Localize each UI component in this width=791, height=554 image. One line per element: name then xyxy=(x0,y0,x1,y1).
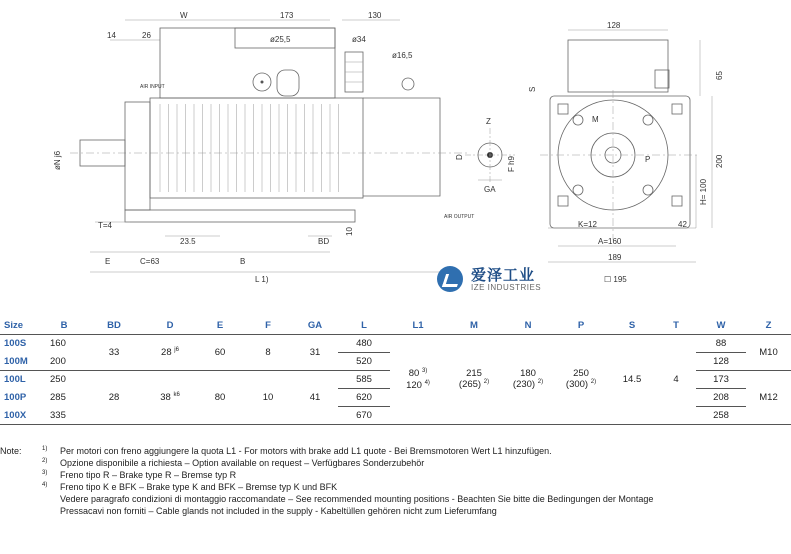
f-cell: 10 xyxy=(244,371,292,425)
dim-e: E xyxy=(105,257,111,266)
ize-logo-icon xyxy=(437,266,463,292)
dim-phi16-5: ø16,5 xyxy=(392,51,413,60)
b-cell: 200 xyxy=(50,355,66,367)
header-bd: BD xyxy=(107,319,121,331)
size-cell: 100M xyxy=(4,355,28,367)
header-z: Z xyxy=(765,319,772,331)
l-cell: 585 xyxy=(338,371,390,389)
dim-b: B xyxy=(240,257,246,266)
logo-english-text: IZE INDUSTRIES xyxy=(471,283,542,292)
m-cell: 215 (265) $^{2)}$ xyxy=(446,335,502,425)
note-mark: 3) xyxy=(42,470,48,476)
note-text: Vedere paragrafo condizioni di montaggio raccomandate – See recommended mounting positions - Beachten Sie bitte die Bedingungen der Montage xyxy=(60,494,654,504)
b-cell: 285 xyxy=(50,392,66,403)
t-cell: 4 xyxy=(656,335,696,425)
table-row xyxy=(0,335,791,353)
dim-z: Z xyxy=(486,117,491,126)
size-cell: 100L xyxy=(0,371,44,389)
size-cell: 100X xyxy=(4,409,27,421)
dim-k12: K=12 xyxy=(578,220,597,229)
dim-phi25-5: ø25,5 xyxy=(270,35,291,44)
e-cell: 80 xyxy=(196,371,244,425)
dim-130: 130 xyxy=(368,11,382,20)
air-output-label: AIR OUTPUT xyxy=(444,214,475,220)
dim-c63: C=63 xyxy=(140,257,160,266)
w-cell: 173 xyxy=(696,371,746,389)
l-cell: 670 xyxy=(338,407,390,425)
dim-m: M xyxy=(592,115,599,124)
dim-a160: A=160 xyxy=(598,237,622,246)
z-cell: M12 xyxy=(746,371,791,425)
dim-w: W xyxy=(180,11,188,20)
header-m: M xyxy=(470,319,478,331)
ga-cell: 31 xyxy=(292,335,338,371)
ize-logo xyxy=(437,264,587,304)
shaft-section-view xyxy=(465,128,515,182)
header-p: P xyxy=(577,319,585,331)
l1-cell: 80 $^{3)}$ 120 $^{4)}$ xyxy=(390,335,446,425)
dim-bd: BD xyxy=(318,237,330,246)
l-cell: 480 xyxy=(338,335,390,353)
dim-sq195: ☐ 195 xyxy=(604,275,627,284)
note-text: Pressacavi non forniti – Cable glands not included in the supply - Kabeltüllen gehören nicht zum Lieferumfang xyxy=(60,506,497,516)
header-size: Size xyxy=(4,319,24,331)
p-cell: 250 (300) $^{2)}$ xyxy=(554,335,608,425)
d-cell: 28 $^{j6}$ xyxy=(144,335,196,371)
s-cell: 14.5 xyxy=(608,335,656,425)
header-f: F xyxy=(265,319,271,331)
note-text: Freno tipo K e BFK – Brake type K and BFK – Bremse typ K und BFK xyxy=(60,482,338,492)
header-n: N xyxy=(524,319,532,331)
header-e: E xyxy=(216,319,224,331)
dim-l1: L 1) xyxy=(255,275,269,284)
header-t: T xyxy=(673,319,679,331)
note-mark: 4) xyxy=(42,482,48,488)
l-cell: 620 xyxy=(338,389,390,407)
notes-title: Note: xyxy=(0,446,22,456)
dimension-table xyxy=(0,316,791,425)
w-cell: 88 xyxy=(696,335,746,353)
f-cell: 8 xyxy=(244,335,292,371)
dim-t4: T=4 xyxy=(98,221,113,230)
dim-14: 14 xyxy=(107,31,116,40)
note-mark: 1) xyxy=(42,446,48,452)
w-cell: 208 xyxy=(696,389,746,407)
note-text: Freno tipo R – Brake type R – Bremse typ R xyxy=(60,470,237,480)
z-cell: M10 xyxy=(746,335,791,371)
dim-42: 42 xyxy=(678,220,687,229)
dim-23-5: 23.5 xyxy=(180,237,196,246)
dim-ga: GA xyxy=(484,185,496,194)
header-d: D xyxy=(166,319,174,331)
header-ga: GA xyxy=(307,319,323,331)
dim-p: P xyxy=(645,155,651,164)
dim-26: 26 xyxy=(142,31,151,40)
b-cell: 160 xyxy=(44,335,84,353)
l-cell: 520 xyxy=(338,353,390,371)
note-text: Opzione disponibile a richiesta – Option available on request – Verfügbares Sonderzubehör xyxy=(60,458,425,468)
dim-phi34: ø34 xyxy=(352,35,366,44)
dim-200: 200 xyxy=(715,154,724,168)
dim-h100: H= 100 xyxy=(699,178,708,205)
w-cell: 258 xyxy=(696,407,746,425)
dim-s: S xyxy=(528,86,537,92)
dim-d: D xyxy=(455,154,464,160)
dim-128: 128 xyxy=(607,21,621,30)
air-input-label: AIR INPUT xyxy=(140,84,165,90)
size-cell: 100S xyxy=(0,335,44,353)
header-b: B xyxy=(60,319,68,331)
logo-chinese-text: 爱泽工业 xyxy=(471,267,536,284)
header-l1: L1 xyxy=(412,319,424,331)
e-cell: 60 xyxy=(196,335,244,371)
dim-65: 65 xyxy=(715,71,724,80)
dim-phi-n: øN j6 xyxy=(53,150,62,170)
w-cell: 128 xyxy=(696,353,746,371)
size-cell: 100P xyxy=(4,392,27,403)
header-l: L xyxy=(361,319,367,331)
n-cell: 180 (230) $^{2)}$ xyxy=(502,335,554,425)
bd-cell: 28 xyxy=(84,371,144,425)
header-w: W xyxy=(716,319,726,331)
table-header-row xyxy=(0,316,791,335)
bd-cell: 33 xyxy=(84,335,144,371)
header-s: S xyxy=(628,319,636,331)
dim-10: 10 xyxy=(345,227,354,236)
note-text: Per motori con freno aggiungere la quota L1 - For motors with brake add L1 quote - Bei Bremsmotoren Wert L1 hinzufügen. xyxy=(60,446,552,456)
d-cell: 38 $^{k6}$ xyxy=(144,371,196,425)
b-cell: 335 xyxy=(50,409,66,421)
dim-189: 189 xyxy=(608,253,622,262)
ga-cell: 41 xyxy=(292,371,338,425)
dim-f-h9: F h9 xyxy=(507,155,516,172)
b-cell: 250 xyxy=(44,371,84,389)
note-mark: 2) xyxy=(42,458,48,464)
dim-173: 173 xyxy=(280,11,294,20)
